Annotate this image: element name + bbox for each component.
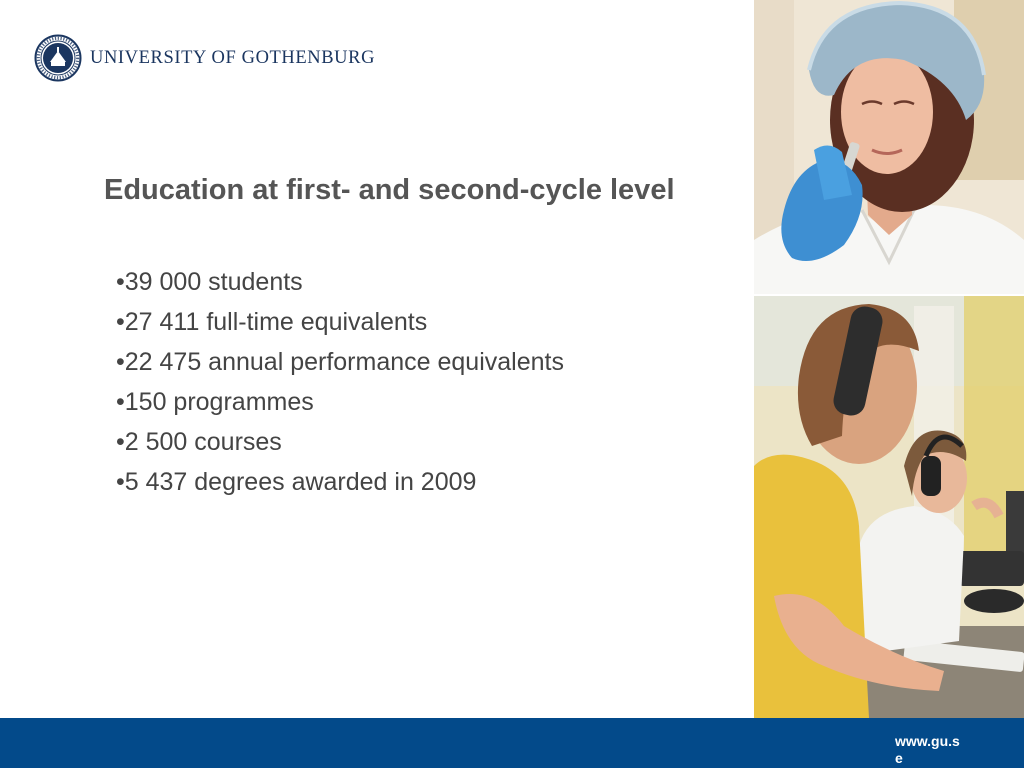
list-item: • 150 programmes [116, 382, 564, 422]
list-item: • 5 437 degrees awarded in 2009 [116, 462, 564, 502]
list-item: • 39 000 students [116, 262, 564, 302]
photo-students-with-headphones [754, 296, 1024, 718]
list-item: • 22 475 annual performance equivalents [116, 342, 564, 382]
footer-bar [0, 718, 1024, 768]
slide-title: Education at first- and second-cycle level [104, 174, 675, 206]
university-name: UNIVERSITY OF GOTHENBURG [90, 47, 376, 68]
statistics-list [116, 262, 564, 502]
website-link[interactable]: www.gu.se [895, 733, 960, 766]
list-item: • 2 500 courses [116, 422, 564, 462]
university-logo [34, 34, 375, 82]
list-item: • 27 411 full-time equivalents [116, 302, 564, 342]
university-seal-icon [34, 34, 82, 82]
photo-lab-researcher [754, 0, 1024, 294]
